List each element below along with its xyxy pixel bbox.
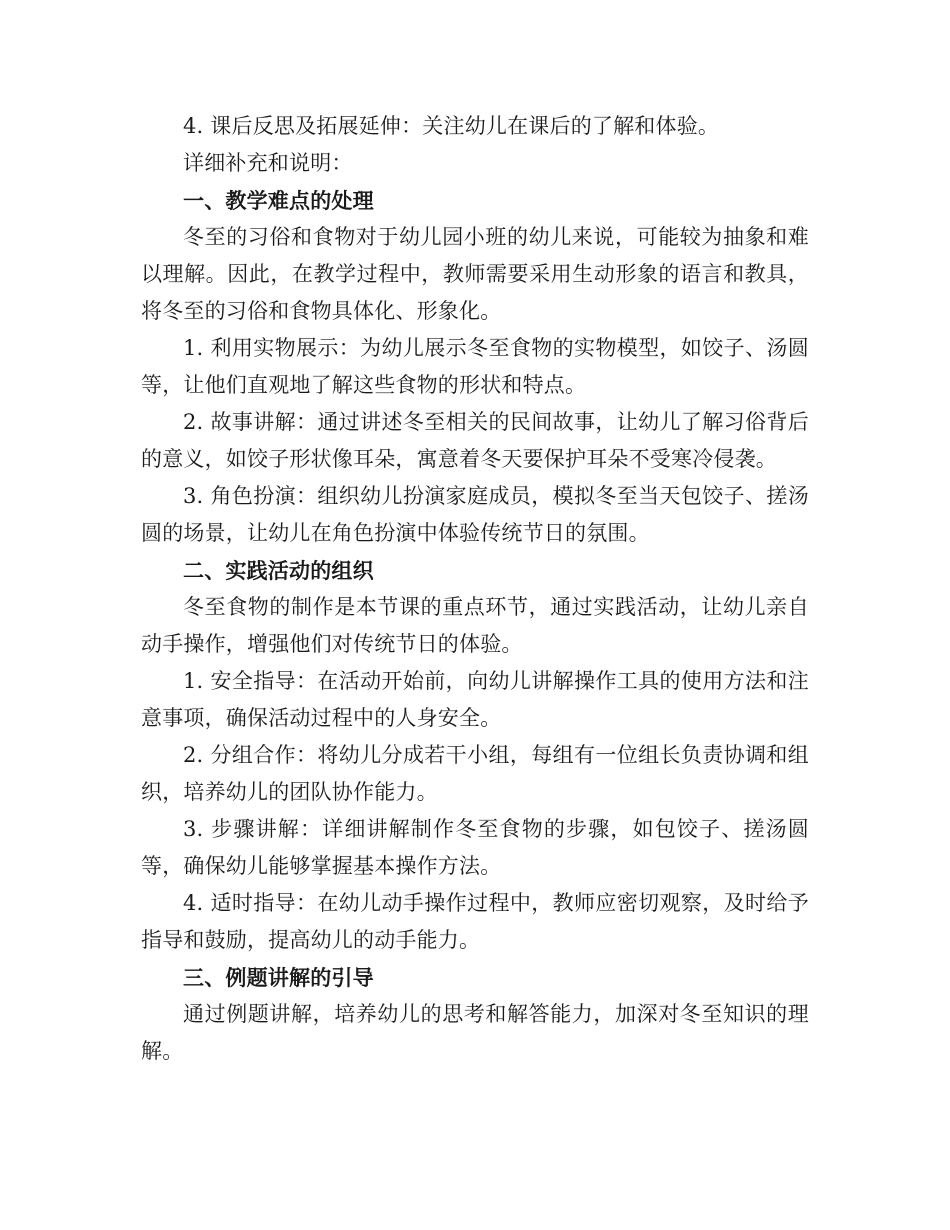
list-item: 3. 步骤讲解：详细讲解制作冬至食物的步骤，如包饺子、搓汤圆等，确保幼儿能够掌握基本操作方法。 — [141, 817, 809, 878]
list-item: 2. 分组合作：将幼儿分成若干小组，每组有一位组长负责协调和组织，培养幼儿的团队协作能力。 — [141, 743, 809, 804]
list-item: 2. 故事讲解：通过讲述冬至相关的民间故事，让幼儿了解习俗背后的意义，如饺子形状像耳朵，寓意着冬天要保护耳朵不受寒冷侵袭。 — [141, 410, 809, 471]
paragraph: 通过例题讲解，培养幼儿的思考和解答能力，加深对冬至知识的理解。 — [141, 1002, 809, 1063]
list-item: 1. 利用实物展示：为幼儿展示冬至食物的实物模型，如饺子、汤圆等，让他们直观地了解这些食物的形状和特点。 — [141, 336, 809, 397]
list-item: 1. 安全指导：在活动开始前，向幼儿讲解操作工具的使用方法和注意事项，确保活动过程中的人身安全。 — [141, 669, 809, 730]
paragraph: 详细补充和说明： — [183, 151, 353, 175]
section-heading: 一、教学难点的处理 — [183, 188, 374, 213]
paragraph: 4. 课后反思及拓展延伸：关注幼儿在课后的了解和体验。 — [183, 114, 720, 138]
section-heading: 二、实践活动的组织 — [183, 558, 374, 583]
section-heading: 三、例题讲解的引导 — [183, 965, 374, 990]
list-item: 4. 适时指导：在幼儿动手操作过程中，教师应密切观察，及时给予指导和鼓励，提高幼儿的动手能力。 — [141, 891, 809, 952]
paragraph: 冬至的习俗和食物对于幼儿园小班的幼儿来说，可能较为抽象和难以理解。因此，在教学过程中，教师需要采用生动形象的语言和教具，将冬至的习俗和食物具体化、形象化。 — [141, 225, 809, 323]
document-page — [141, 108, 809, 1070]
paragraph: 冬至食物的制作是本节课的重点环节，通过实践活动，让幼儿亲自动手操作，增强他们对传统节日的体验。 — [141, 595, 809, 656]
list-item: 3. 角色扮演：组织幼儿扮演家庭成员，模拟冬至当天包饺子、搓汤圆的场景，让幼儿在角色扮演中体验传统节日的氛围。 — [141, 484, 809, 545]
